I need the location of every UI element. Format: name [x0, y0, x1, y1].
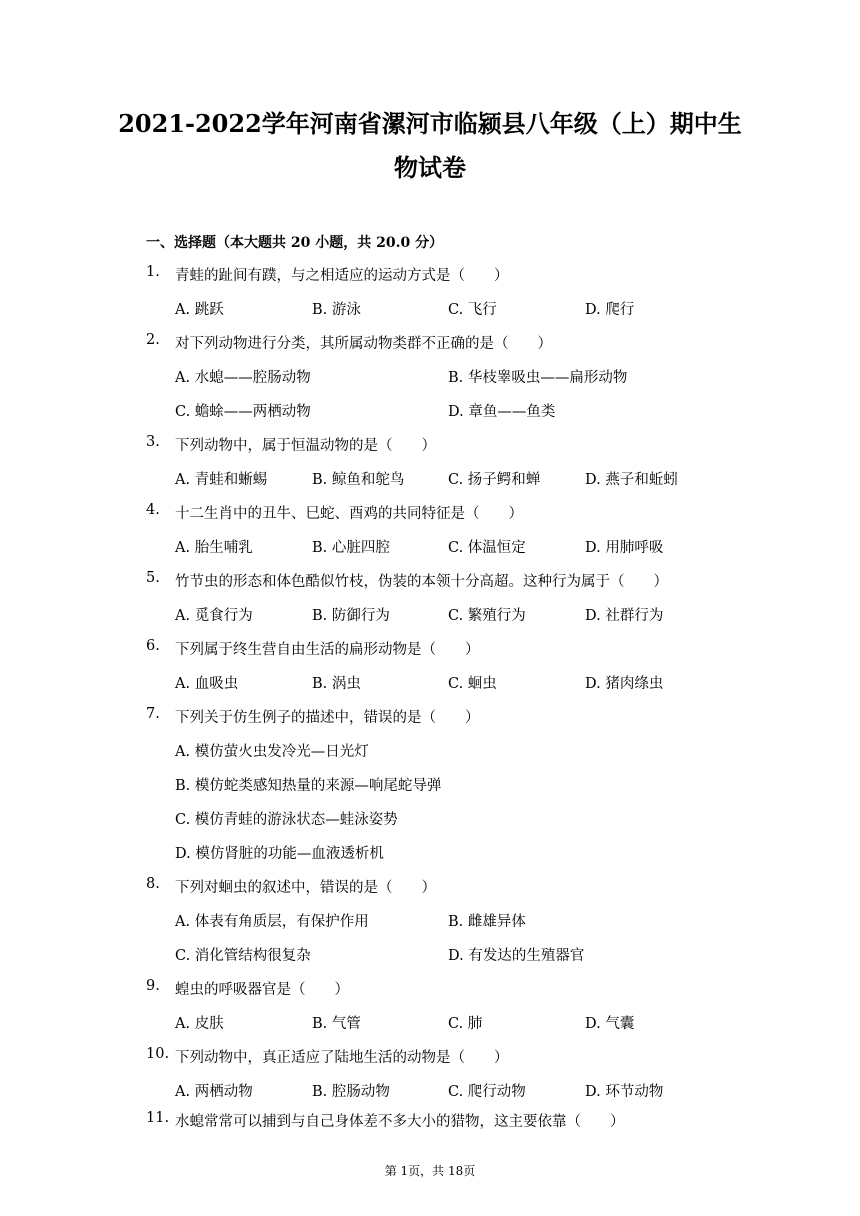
option-d: D. 社群行为	[585, 608, 664, 624]
question-stem: 十二生肖中的丑牛、巳蛇、酉鸡的共同特征是（ ）	[175, 506, 523, 522]
option-c: C. 繁殖行为	[448, 608, 526, 624]
question-7	[0, 706, 860, 726]
option-a: A. 两栖动物	[175, 1084, 253, 1100]
question-stem: 对下列动物进行分类，其所属动物类群不正确的是（ ）	[175, 336, 552, 352]
option-a: A. 觅食行为	[175, 608, 253, 624]
question-8-options-row-1	[0, 910, 860, 930]
option-b: B. 防御行为	[312, 608, 390, 624]
question-6-options	[0, 672, 860, 692]
question-7-option-b-row	[0, 774, 860, 794]
option-c: C. 肺	[448, 1016, 483, 1032]
question-2-options-row-1	[0, 366, 860, 386]
option-b: B. 鲸鱼和鸵鸟	[312, 472, 405, 488]
question-number: 10.	[146, 1046, 170, 1062]
question-stem: 蝗虫的呼吸器官是（ ）	[175, 982, 349, 998]
option-d: D. 猪肉绦虫	[585, 676, 664, 692]
option-d: D. 爬行	[585, 302, 635, 318]
question-stem: 下列关于仿生例子的描述中，错误的是（ ）	[175, 710, 480, 726]
question-7-option-a-row	[0, 740, 860, 760]
question-9	[0, 978, 860, 998]
question-1-options	[0, 298, 860, 318]
option-c: C. 体温恒定	[448, 540, 526, 556]
option-a: A. 胎生哺乳	[175, 540, 253, 556]
question-7-option-c-row	[0, 808, 860, 828]
option-b: B. 气管	[312, 1016, 361, 1032]
option-c: C. 飞行	[448, 302, 497, 318]
question-number: 2.	[146, 332, 160, 348]
question-10	[0, 1046, 860, 1066]
option-a: A. 青蛙和蜥蜴	[175, 472, 268, 488]
option-d: D. 章鱼——鱼类	[448, 404, 556, 420]
question-stem: 下列动物中，属于恒温动物的是（ ）	[175, 438, 436, 454]
option-a: A. 模仿萤火虫发冷光—日光灯	[175, 744, 369, 760]
option-b: B. 心脏四腔	[312, 540, 390, 556]
question-8-options-row-2	[0, 944, 860, 964]
option-c: C. 模仿青蛙的游泳状态—蛙泳姿势	[175, 812, 398, 828]
option-d: D. 燕子和蚯蚓	[585, 472, 678, 488]
option-c: C. 爬行动物	[448, 1084, 526, 1100]
question-4	[0, 502, 860, 522]
question-number: 7.	[146, 706, 160, 722]
page-footer: 第 1页，共 18页	[384, 1164, 476, 1178]
question-number: 3.	[146, 434, 160, 450]
option-d: D. 用肺呼吸	[585, 540, 664, 556]
question-2	[0, 332, 860, 352]
question-3-options	[0, 468, 860, 488]
question-9-options	[0, 1012, 860, 1032]
question-1	[0, 264, 860, 284]
question-stem: 竹节虫的形态和体色酷似竹枝，伪装的本领十分高超。这种行为属于（ ）	[175, 574, 668, 590]
option-c: C. 蛔虫	[448, 676, 497, 692]
question-stem: 青蛙的趾间有蹼，与之相适应的运动方式是（ ）	[175, 268, 509, 284]
question-2-options-row-2	[0, 400, 860, 420]
option-b: B. 华枝睾吸虫——扁形动物	[448, 370, 628, 386]
question-5-options	[0, 604, 860, 624]
question-number: 6.	[146, 638, 160, 654]
option-b: B. 游泳	[312, 302, 361, 318]
option-b: B. 涡虫	[312, 676, 361, 692]
option-a: A. 跳跃	[175, 302, 224, 318]
option-c: C. 扬子鳄和蝉	[448, 472, 541, 488]
question-stem: 下列动物中，真正适应了陆地生活的动物是（ ）	[175, 1050, 509, 1066]
option-a: A. 体表有角质层，有保护作用	[175, 914, 369, 930]
question-3	[0, 434, 860, 454]
option-d: D. 模仿肾脏的功能—血液透析机	[175, 846, 384, 862]
question-6	[0, 638, 860, 658]
document-title-line-2: 物试卷	[394, 153, 466, 182]
question-stem: 下列属于终生营自由生活的扁形动物是（ ）	[175, 642, 480, 658]
question-number: 8.	[146, 876, 160, 892]
question-number: 9.	[146, 978, 160, 994]
option-a: A. 水螅——腔肠动物	[175, 370, 311, 386]
section-heading: 一、选择题（本大题共 20 小题，共 20.0 分）	[146, 235, 444, 251]
question-number: 5.	[146, 570, 160, 586]
document-title-line-1: 2021-2022学年河南省漯河市临颍县八年级（上）期中生	[118, 109, 742, 138]
question-number: 4.	[146, 502, 160, 518]
option-d: D. 气囊	[585, 1016, 635, 1032]
option-a: A. 血吸虫	[175, 676, 239, 692]
question-8	[0, 876, 860, 896]
question-stem: 水螅常常可以捕到与自己身体差不多大小的猎物，这主要依靠（ ）	[175, 1114, 625, 1130]
option-d: D. 有发达的生殖器官	[448, 948, 585, 964]
question-number: 1.	[146, 264, 160, 280]
option-c: C. 消化管结构很复杂	[175, 948, 311, 964]
option-a: A. 皮肤	[175, 1016, 224, 1032]
option-b: B. 模仿蛇类感知热量的来源—响尾蛇导弹	[175, 778, 442, 794]
question-stem: 下列对蛔虫的叙述中，错误的是（ ）	[175, 880, 436, 896]
question-number: 11.	[146, 1110, 170, 1126]
question-7-option-d-row	[0, 842, 860, 862]
question-11	[0, 1110, 860, 1130]
question-5	[0, 570, 860, 590]
option-c: C. 蟾蜍——两栖动物	[175, 404, 311, 420]
option-b: B. 腔肠动物	[312, 1084, 390, 1100]
option-b: B. 雌雄异体	[448, 914, 526, 930]
option-d: D. 环节动物	[585, 1084, 664, 1100]
question-4-options	[0, 536, 860, 556]
question-10-options	[0, 1080, 860, 1100]
